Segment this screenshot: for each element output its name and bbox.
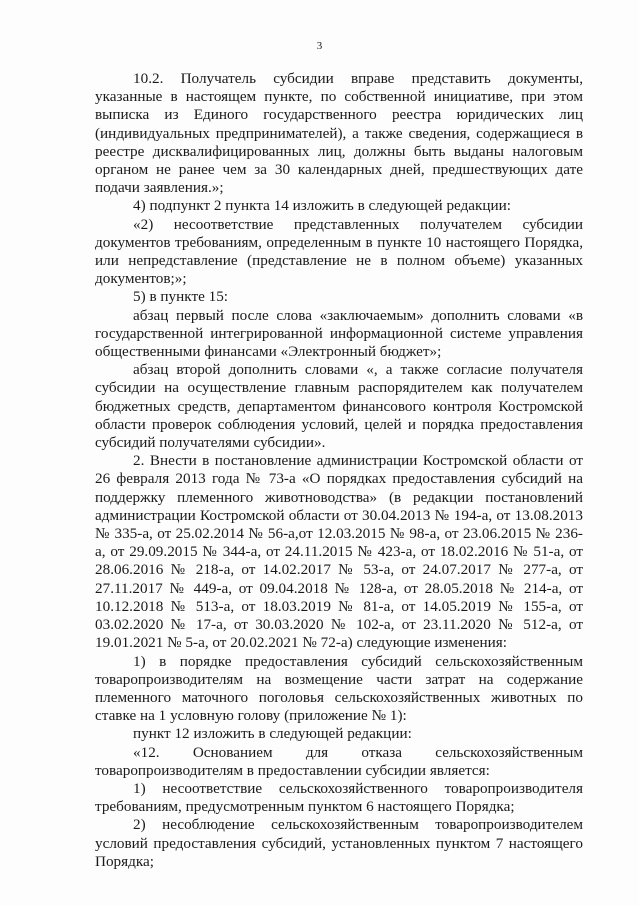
paragraph-section-2: 2. Внести в постановление администрации Костромской области от 26 февраля 2013 года № 73-а «О порядках предоставления субсидий на поддержку племенного животноводства» (в редакции постановлений администрации Костромской области от 30.04.2013 № 194-а, от 13.08.2013 № 335-а, от 25.02.2014 № 56-а,от 12.03.2015 № 98-а, от 23.06.2015 № 236-а, от 29.09.2015 № 344-а, от 24.11.2015 № 423-а, от 18.02.2016 № 51-а, от 28.06.2016 № 218-а, от 14.02.2017 № 53-а, от 24.07.2017 № 277-а, от 27.11.2017 № 449-а, от 09.04.2018 № 128-а, от 28.05.2018 № 214-а, от 10.12.2018 № 513-а, от 18.03.2019 № 81-а, от 14.05.2019 № 155-а, от 03.02.2020 № 17-а, от 30.03.2020 № 102-а, от 23.11.2020 № 512-а, от 19.01.2021 № 5-а, от 20.02.2021 № 72-а) следующие изменения: (95, 452, 583, 652)
paragraph-item-5: 5) в пункте 15: (133, 288, 229, 306)
paragraph-abzac-1: абзац первый после слова «заключаемым» дополнить словами «в государственной интегрированной информационной системе управления общественными финансами «Электронный бюджет»; (95, 306, 583, 361)
paragraph-10-2: 10.2. Получатель субсидии вправе представить документы, указанные в настоящем пункте, по собственной инициативе, при этом выписка из Единого государственного реестра юридических лиц (индивидуальных предпринимателей), а также сведения, содержащиеся в реестре дисквалифицированных лиц, должны быть выданы налоговым органом не ранее чем за 30 календарных дней, предшествующих дате подачи заявления.»; (95, 70, 583, 197)
paragraph-item-4: 4) подпункт 2 пункта 14 изложить в следующей редакции: (133, 197, 512, 215)
paragraph-quote-2: «2) несоответствие представленных получателем субсидии документов требованиям, определенным в пункте 10 настоящего Порядка, или непредставление (представление не в полном объеме) указанных документов;»; (95, 215, 583, 288)
document-body (95, 70, 583, 871)
paragraph-subitem-1: 1) в порядке предоставления субсидий сельскохозяйственным товаропроизводителям на возмещение части затрат на содержание племенного маточного поголовья сельскохозяйственных животных по ставке на 1 условную голову (приложение № 1): (95, 652, 583, 725)
paragraph-quote-12: «12. Основанием для отказа сельскохозяйственным товаропроизводителям в предоставлении субсидии является: (95, 743, 583, 779)
paragraph-condition-1: 1) несоответствие сельскохозяйственного товаропроизводителя требованиям, предусмотренным пунктом 6 настоящего Порядка; (95, 779, 583, 816)
paragraph-punkt-12: пункт 12 изложить в следующей редакции: (133, 725, 412, 743)
paragraph-abzac-2: абзац второй дополнить словами «, а также согласие получателя субсидии на осуществление главным распорядителем как получателем бюджетных средств, департаментом финансового контроля Костромской области проверок соблюдения условий, целей и порядка предоставления субсидий получателями субсидии». (95, 361, 583, 452)
page-number: 3 (316, 40, 323, 52)
paragraph-condition-2: 2) несоблюдение сельскохозяйственным товаропроизводителем условий предоставления субсидий, установленных пунктом 7 настоящего Порядка; (95, 816, 583, 870)
